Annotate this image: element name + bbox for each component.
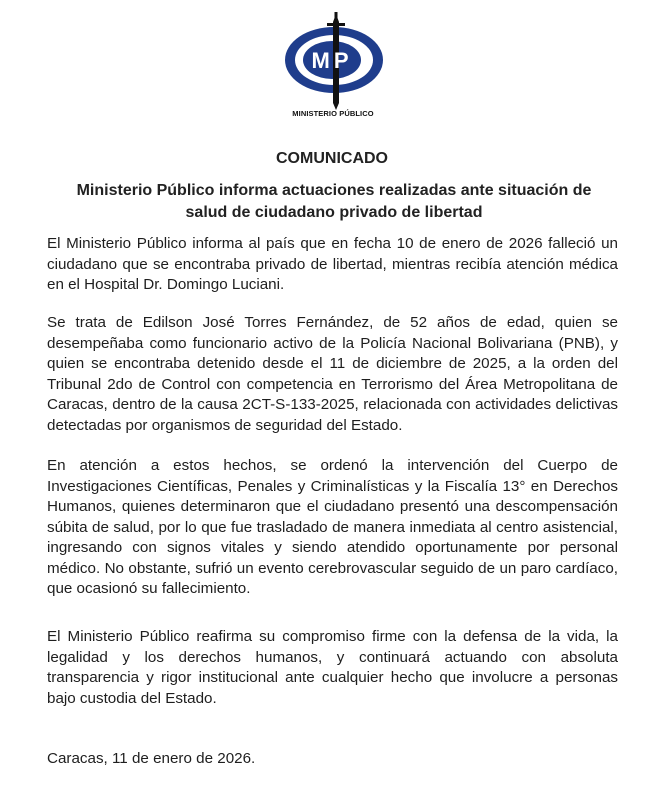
sword-emblem-icon bbox=[272, 10, 396, 122]
logo-caption: MINISTERIO PÚBLICO bbox=[292, 109, 374, 118]
place-and-date: Caracas, 11 de enero de 2026. bbox=[47, 750, 256, 767]
paragraph: El Ministerio Público informa al país que en fecha 10 de enero de 2026 falleció un ciudadano que se encontraba privado de libertad, mientras recibía atención médica en el Hospital Dr. Domingo Luciani. bbox=[47, 235, 618, 293]
page-title: COMUNICADO bbox=[276, 150, 388, 167]
paragraph: Se trata de Edilson José Torres Fernández, de 52 años de edad, quien se desempeñaba como funcionario activo de la Policía Nacional Bolivariana (PNB), y quien se encontraba detenido desde el 11 de diciembre de 2025, a la orden del Tribunal 2do de Control con competencia en Terrorismo del Área Metropolitana de Caracas, dentro de la causa 2CT-S-133-2025, relacionada con actividades delictivas detectadas por organismos de seguridad del Estado. bbox=[47, 314, 618, 434]
ministerio-publico-logo bbox=[272, 10, 396, 122]
paragraph: El Ministerio Público reafirma su compromiso firme con la defensa de la vida, la legalidad y los derechos humanos, y continuará actuando con absoluta transparencia y rigor institucional ante cualquier hecho que involucre a personas bajo custodia del Estado. bbox=[47, 628, 618, 707]
document-subtitle: Ministerio Público informa actuaciones realizadas ante situación de salud de ciudadano privado de libertad bbox=[76, 182, 592, 221]
logo-initials: MP bbox=[311, 48, 353, 73]
paragraph: En atención a estos hechos, se ordenó la intervención del Cuerpo de Investigaciones Científicas, Penales y Criminalísticas y la Fiscalía 13° en Derechos Humanos, quienes determinaron que el ciudadano presentó una descompensación súbita de salud, por lo que fue trasladado de manera inmediata al centro asistencial, ingresando con signos vitales y siendo atendido oportunamente por personal médico. No obstante, sufrió un evento cerebrovascular seguido de un paro cardíaco, que ocasionó su fallecimiento. bbox=[47, 457, 618, 597]
